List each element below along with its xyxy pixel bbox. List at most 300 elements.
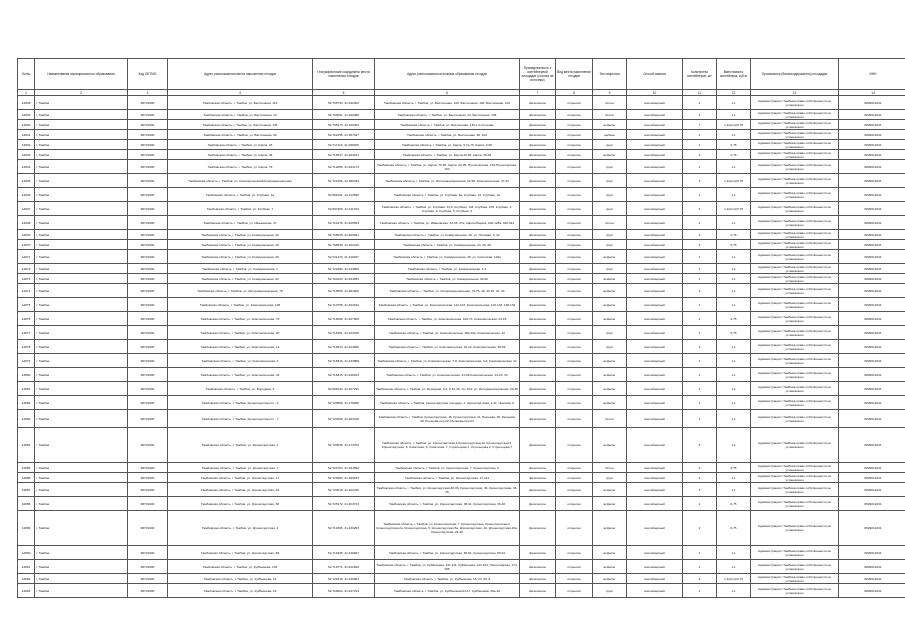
municipality-cell: г. Тамбов (35, 96, 128, 110)
oktmo-code-cell: 68701000 (128, 188, 168, 202)
municipality-cell: г. Тамбов (35, 463, 128, 473)
source-address-cell: Тамбовская область, г. Тамбов, ул. Кронштадтская, 38-41, Кронштадтская, 36-40 (375, 497, 520, 511)
ownership-cell: физическое (520, 326, 556, 340)
container-volume-cell: 1,1 (717, 188, 751, 202)
inn-cell: 6829012231 (839, 120, 905, 130)
ownership-cell: физическое (520, 584, 556, 598)
organizer-cell: Администрация г.Тамбова,право собственности не установлено (751, 140, 839, 150)
inn-cell: 6829012231 (839, 410, 905, 428)
site-type-cell: открытая (556, 240, 593, 250)
surface-type-cell: асфальт (593, 150, 627, 160)
coordinates-cell: 52.696161, 41.413592 (313, 188, 375, 202)
source-address-cell: Тамбовская область, г. Тамбов, ул. Клубная, 1а, Клубная, 1б, Клубная, 1в (375, 188, 520, 202)
column-number: 4 (168, 90, 313, 96)
site-type-cell: открытая (556, 410, 593, 428)
organizer-cell: Администрация г.Тамбова,право собственности не установлено (751, 382, 839, 396)
ownership-cell: физическое (520, 230, 556, 240)
coordinates-cell: 52.710795, 41.402012 (313, 298, 375, 312)
column-header: Количество контейнеров, шт (683, 59, 717, 90)
inn-cell: 6829012231 (839, 473, 905, 483)
column-number: 14 (839, 90, 905, 96)
container-volume-cell: 1,1 (717, 428, 751, 463)
removal-method-cell: контейнерный (627, 382, 683, 396)
oktmo-code-cell: 68701000 (128, 160, 168, 174)
table-row (18, 174, 905, 188)
coordinates-cell: 52.721170, 41.420047 (313, 250, 375, 264)
table-row (18, 312, 905, 326)
site-type-cell: открытая (556, 574, 593, 584)
removal-method-cell: контейнерный (627, 483, 683, 497)
inn-cell: 6829012231 (839, 250, 905, 264)
surface-type-cell: асфальт (593, 483, 627, 497)
column-number: 8 (556, 90, 593, 96)
removal-method-cell: контейнерный (627, 428, 683, 463)
oktmo-code-cell: 68701000 (128, 396, 168, 410)
inn-cell: 6829012231 (839, 340, 905, 354)
lot-number-cell: 14877 (18, 326, 35, 340)
ownership-cell: физическое (520, 188, 556, 202)
source-address-cell: Тамбовская область, г. Тамбов, ул. Кронштадтская, 7, Кронштадтская, 9 (375, 463, 520, 473)
container-volume-cell: 1,1 (717, 96, 751, 110)
coordinates-cell: 52.716815, 41.438913 (313, 368, 375, 382)
table-row (18, 230, 905, 240)
container-count-cell: 1 (683, 326, 717, 340)
municipality-cell: г. Тамбов (35, 160, 128, 174)
removal-method-cell: контейнерный (627, 340, 683, 354)
surface-type-cell: грунт (593, 160, 627, 174)
site-address-cell: Тамбовская область, г. Тамбов, Кронштадтская пл., 2 (168, 396, 313, 410)
container-count-cell: 4 (683, 382, 717, 396)
source-address-cell: Тамбовская область, г. Тамбов, ул. Комсомольская, 7-8, Комсомольская, 3-6, Комсомольская, 21 (375, 354, 520, 368)
ownership-cell: физическое (520, 574, 556, 584)
site-address-cell: Тамбовская область, г. Тамбов, ул. Клубная, 1а (168, 188, 313, 202)
organizer-cell: Администрация г.Тамбова,право собственности не установлено (751, 511, 839, 546)
container-volume-cell: 0,75 (717, 497, 751, 511)
coordinates-cell: 52.716098, 41.407509 (313, 312, 375, 326)
container-volume-cell: 1,1(2шт)/0,75 (717, 174, 751, 188)
organizer-cell: Администрация г.Тамбова,право собственности не установлено (751, 410, 839, 428)
site-type-cell: открытая (556, 284, 593, 298)
lot-number-cell: 14871 (18, 250, 35, 264)
surface-type-cell: грунт (593, 230, 627, 240)
inn-cell: 6829012231 (839, 312, 905, 326)
lot-number-cell: 14873 (18, 274, 35, 284)
municipality-cell: г. Тамбов (35, 560, 128, 574)
oktmo-code-cell: 68701000 (128, 298, 168, 312)
removal-method-cell: контейнерный (627, 110, 683, 120)
lot-number-cell: 14892 (18, 574, 35, 584)
table-row (18, 202, 905, 216)
site-address-cell: Тамбовская область, г. Тамбов, ул. Куйбышева, 16 (168, 584, 313, 598)
lot-number-cell: 14844 (18, 160, 35, 174)
municipality-cell: г. Тамбов (35, 584, 128, 598)
surface-type-cell: бетон (593, 410, 627, 428)
ownership-cell: физическое (520, 264, 556, 274)
source-address-cell: Тамбовская область, г. Тамбов, ул. Куйбышева, 15, 23, 93, 8 (375, 574, 520, 584)
coordinates-cell: 52.708530, 41.462410 (313, 240, 375, 250)
inn-cell: 6829012231 (839, 140, 905, 150)
ownership-cell: физическое (520, 160, 556, 174)
container-count-cell: 2 (683, 511, 717, 546)
municipality-cell: г. Тамбов (35, 483, 128, 497)
coordinates-cell: 52.726419, 41.436963 (313, 574, 375, 584)
site-address-cell: Тамбовская область, г. Тамбов, ул. Комсомольская, 20 (168, 326, 313, 340)
column-number: 7 (520, 90, 556, 96)
municipality-cell: г. Тамбов (35, 410, 128, 428)
inn-cell: 6829012231 (839, 560, 905, 574)
container-volume-cell: 1,1 (717, 264, 751, 274)
organizer-cell: Администрация г.Тамбова,право собственности не установлено (751, 560, 839, 574)
source-address-cell: Тамбовская область, г. Тамбов, ул. Комсомольская, 100-74, Комсомольская, 23-18 (375, 312, 520, 326)
oktmo-code-cell: 68701000 (128, 410, 168, 428)
lot-number-cell: 14878 (18, 340, 35, 354)
column-header: Организатор (балансодержатель) площадки (751, 59, 839, 90)
column-header: ИНН (839, 59, 905, 90)
site-type-cell: открытая (556, 483, 593, 497)
oktmo-code-cell: 68701000 (128, 202, 168, 216)
source-address-cell: Тамбовская область, г. Тамбов, ул. Коммунальная, 46, ул. Советская, 129а (375, 250, 520, 264)
site-address-cell: Тамбовская область, г. Тамбов, ул. Кронштадтская, 32 (168, 483, 313, 497)
oktmo-code-cell: 68701000 (128, 473, 168, 483)
coordinates-cell: 52.721976, 41.406553 (313, 216, 375, 230)
municipality-cell: г. Тамбов (35, 368, 128, 382)
coordinates-cell: 52.720545, 41.473703 (313, 428, 375, 463)
municipality-cell: г. Тамбов (35, 140, 128, 150)
removal-method-cell: контейнерный (627, 250, 683, 264)
column-number: 3 (128, 90, 168, 96)
site-address-cell: Тамбовская область, г. Тамбов, ул. Коммунальная, 92 (168, 274, 313, 284)
coordinates-cell: 52.717113, 41.480406 (313, 140, 375, 150)
ownership-cell: физическое (520, 396, 556, 410)
ownership-cell: физическое (520, 130, 556, 140)
source-address-cell: Тамбовская область, г. Тамбов, ул. Карла, 76-96, Карла, 92-95, Пролетарская, 153,Пролетарская, 153 (375, 160, 520, 174)
container-count-cell: 4 (683, 110, 717, 120)
ownership-cell: физическое (520, 410, 556, 428)
surface-type-cell: асфальт (593, 574, 627, 584)
removal-method-cell: контейнерный (627, 130, 683, 140)
source-address-cell: Тамбовская область, г. Тамбов, ул. Карла,42-45, Карла, 36-45 (375, 150, 520, 160)
removal-method-cell: контейнерный (627, 298, 683, 312)
surface-type-cell: асфальт (593, 560, 627, 574)
source-address-cell: Тамбовская область, г. Тамбов, ул. Коммунальная, 1,3 (375, 264, 520, 274)
container-count-cell: 3 (683, 574, 717, 584)
ownership-cell: физическое (520, 120, 556, 130)
source-address-cell: Тамбовская область, г. Тамбов, ул. Кронштадтская, 83-91, Кронштадтская, 89-91 (375, 546, 520, 560)
site-type-cell: открытая (556, 463, 593, 473)
municipality-cell: г. Тамбов (35, 174, 128, 188)
removal-method-cell: контейнерный (627, 284, 683, 298)
removal-method-cell: контейнерный (627, 584, 683, 598)
municipality-cell: г. Тамбов (35, 574, 128, 584)
lot-number-cell: 14887 (18, 483, 35, 497)
surface-type-cell: асфальт (593, 120, 627, 130)
column-number: 9 (593, 90, 627, 96)
removal-method-cell: контейнерный (627, 202, 683, 216)
table-row (18, 96, 905, 110)
municipality-cell: г. Тамбов (35, 150, 128, 160)
inn-cell: 6829012231 (839, 274, 905, 284)
source-address-cell: Тамбовская область, г. Тамбов, Кронштадтская, 15, Кронштадтская, 11, Рылеева, 36, Рылеева, 38, Рылеева-пер.22, Рылеева-пер.24 (375, 410, 520, 428)
container-volume-cell: 0,75 (717, 511, 751, 546)
column-number: 5 (313, 90, 375, 96)
ownership-cell: физическое (520, 250, 556, 264)
removal-method-cell: контейнерный (627, 511, 683, 546)
ownership-cell: физическое (520, 216, 556, 230)
removal-method-cell: контейнерный (627, 312, 683, 326)
municipality-cell: г. Тамбов (35, 240, 128, 250)
oktmo-code-cell: 68701000 (128, 354, 168, 368)
organizer-cell: Администрация г.Тамбова,право собственности не установлено (751, 216, 839, 230)
site-type-cell: открытая (556, 96, 593, 110)
container-volume-cell: 1,1 (717, 340, 751, 354)
source-address-cell: Тамбовская область, г. Тамбов, ул. Кронштадтская, 7, Кронштадтская, Кронштадтская,2, Кронштадтская,2а, Кронштадтская, 5, Кронштадтская,5а, Кронштадтская, 16, Кронштадтская,16а, Кронштадтская, 26-40 (375, 511, 520, 546)
coordinates-cell: 52.720123, 41.454553 (313, 274, 375, 284)
removal-method-cell: контейнерный (627, 410, 683, 428)
surface-type-cell: асфальт (593, 298, 627, 312)
coordinates-cell: 52.698134, 41.407292 (313, 382, 375, 396)
lot-number-cell: 14879 (18, 354, 35, 368)
organizer-cell: Администрация г.Тамбова,право собственности не установлено (751, 368, 839, 382)
surface-type-cell: асфальт (593, 382, 627, 396)
removal-method-cell: контейнерный (627, 160, 683, 174)
source-address-cell: Тамбовская область, г. Тамбов, ул. Бастионная, 13, Бастионная, 136 (375, 110, 520, 120)
site-address-cell: Тамбовская область, г. Тамбов, ул. Куйбышева, 136 (168, 560, 313, 574)
lot-number-cell: 14886 (18, 473, 35, 483)
source-address-cell: Тамбовская область, г. Тамбов, Кронштадтская площадь, 2, Кронштадтская, 1-11, Чкалова, 9 (375, 396, 520, 410)
site-address-cell: Тамбовская область, г. Тамбов, ул. Комсомольская/Интернациональная (168, 174, 313, 188)
table-row (18, 130, 905, 140)
ownership-cell: физическое (520, 382, 556, 396)
ownership-cell: физическое (520, 140, 556, 150)
table-row (18, 382, 905, 396)
oktmo-code-cell: 68701000 (128, 174, 168, 188)
surface-type-cell: бетон (593, 96, 627, 110)
lot-number-cell: 14848 (18, 216, 35, 230)
table-row (18, 511, 905, 546)
organizer-cell: Администрация г.Тамбова,право собственности не установлено (751, 230, 839, 240)
municipality-cell: г. Тамбов (35, 473, 128, 483)
inn-cell: 6829012231 (839, 160, 905, 174)
site-address-cell: Тамбовская область, г. Тамбов, ул. Коммунальная, 28 (168, 240, 313, 250)
surface-type-cell: грунт (593, 202, 627, 216)
container-volume-cell: 0,75 (717, 150, 751, 160)
organizer-cell: Администрация г.Тамбова,право собственности не установлено (751, 264, 839, 274)
lot-number-cell: 14842 (18, 140, 35, 150)
table-row (18, 274, 905, 284)
container-count-cell: 2 (683, 560, 717, 574)
table-row (18, 574, 905, 584)
site-address-cell: Тамбовская область, г. Тамбов, ул. Интернациональная, 75 (168, 284, 313, 298)
inn-cell: 6829012231 (839, 110, 905, 120)
site-type-cell: открытая (556, 560, 593, 574)
removal-method-cell: контейнерный (627, 274, 683, 284)
site-type-cell: открытая (556, 160, 593, 174)
lot-number-cell: 14839 (18, 110, 35, 120)
site-type-cell: открытая (556, 382, 593, 396)
source-address-cell: Тамбовская область, г. Тамбов, ул. Куйбышева,63-17, Куйбышева, 20а-10 (375, 584, 520, 598)
container-volume-cell: 1,1 (717, 110, 751, 120)
column-number: 12 (717, 90, 751, 96)
container-volume-cell: 1,1(2шт)/0,75 (717, 574, 751, 584)
municipality-cell: г. Тамбов (35, 130, 128, 140)
surface-type-cell: бетон (593, 463, 627, 473)
surface-type-cell: грунт (593, 174, 627, 188)
removal-method-cell: контейнерный (627, 497, 683, 511)
oktmo-code-cell: 68701000 (128, 110, 168, 120)
column-header: Лот№ (18, 59, 35, 90)
site-type-cell: открытая (556, 188, 593, 202)
organizer-cell: Администрация г.Тамбова,право собственности не установлено (751, 274, 839, 284)
table-row (18, 150, 905, 160)
organizer-cell: Администрация г.Тамбова,право собственности не установлено (751, 428, 839, 463)
coordinates-cell: 52.716813, 41.424990 (313, 340, 375, 354)
container-count-cell: 3 (683, 174, 717, 188)
table-row (18, 546, 905, 560)
removal-method-cell: контейнерный (627, 546, 683, 560)
organizer-cell: Администрация г.Тамбова,право собственности не установлено (751, 110, 839, 120)
source-address-cell: Тамбовская область, г. Тамбов, ул. Клубная, 13-6, Клубная, 134, Клубная, 105, Клубная, 3, Клубная, 4, Клубная, 5, Клубная, 3 (375, 202, 520, 216)
container-count-cell: 4 (683, 312, 717, 326)
lot-number-cell: 14891 (18, 560, 35, 574)
table-row (18, 264, 905, 274)
container-count-cell: 7 (683, 120, 717, 130)
municipality-cell: г. Тамбов (35, 396, 128, 410)
coordinates-cell: 52.722255, 41.387347 (313, 130, 375, 140)
coordinates-cell: 52.720498, 41.483318 (313, 410, 375, 428)
source-address-cell: Тамбовская область, г. Тамбов, ул. Коммунальная, 24, 26, 28 (375, 240, 520, 250)
organizer-cell: Администрация г.Тамбова,право собственности не установлено (751, 202, 839, 216)
column-number: 2 (35, 90, 128, 96)
surface-type-cell: асфальт (593, 368, 627, 382)
column-header: Вместимость контейнера, куб.м (717, 59, 751, 90)
inn-cell: 6829012231 (839, 511, 905, 546)
container-count-cell: 3 (683, 202, 717, 216)
municipality-cell: г. Тамбов (35, 250, 128, 264)
ownership-cell: физическое (520, 354, 556, 368)
column-number: 1 (18, 90, 35, 96)
surface-type-cell: грунт (593, 264, 627, 274)
coordinates-cell: 52.721306, 41.389433 (313, 174, 375, 188)
container-count-cell: 3 (683, 463, 717, 473)
table-row (18, 284, 905, 298)
container-volume-cell: 1,1 (717, 354, 751, 368)
container-count-cell: 2 (683, 240, 717, 250)
site-address-cell: Тамбовская область, г. Тамбов, ул. Клубная, 7 (168, 202, 313, 216)
removal-method-cell: контейнерный (627, 354, 683, 368)
site-type-cell: открытая (556, 473, 593, 483)
oktmo-code-cell: 68701000 (128, 150, 168, 160)
table-row (18, 463, 905, 473)
ownership-cell: физическое (520, 174, 556, 188)
coordinates-cell: 52.716655, 41.381600 (313, 284, 375, 298)
ownership-cell: физическое (520, 497, 556, 511)
lot-number-cell: 14870 (18, 240, 35, 250)
site-type-cell: открытая (556, 511, 593, 546)
organizer-cell: Администрация г.Тамбова,право собственности не установлено (751, 298, 839, 312)
oktmo-code-cell: 68701000 (128, 574, 168, 584)
source-address-cell: Тамбовская область, г. Тамбов, ул. Интернациональная, 73-75, 40, 49 45, 41, 43 (375, 284, 520, 298)
site-address-cell: Тамбовская область, г. Тамбов, ул. Коммунальная, 1 (168, 264, 313, 274)
coordinates-cell: 52.697466, 41.411764 (313, 202, 375, 216)
container-count-cell: 5 (683, 428, 717, 463)
removal-method-cell: контейнерный (627, 174, 683, 188)
table-row (18, 473, 905, 483)
inn-cell: 6829012231 (839, 326, 905, 340)
column-header: Вид места накопления отходов (556, 59, 593, 90)
container-count-cell: 2 (683, 150, 717, 160)
surface-type-cell: асфальт (593, 274, 627, 284)
coordinates-cell: 52.724754, 41.394592 (313, 463, 375, 473)
inn-cell: 6829012231 (839, 188, 905, 202)
container-volume-cell: 1,1 (717, 382, 751, 396)
table-row (18, 410, 905, 428)
site-type-cell: открытая (556, 340, 593, 354)
container-count-cell: 4 (683, 410, 717, 428)
site-address-cell: Тамбовская область, г. Тамбов, ул. Карла, 79 (168, 160, 313, 174)
inn-cell: 6829012231 (839, 202, 905, 216)
container-volume-cell: 1,1 (717, 160, 751, 174)
container-count-cell: 1 (683, 160, 717, 174)
inn-cell: 6829012231 (839, 546, 905, 560)
container-count-cell: 2 (683, 284, 717, 298)
surface-type-cell: грунт (593, 340, 627, 354)
site-address-cell: Тамбовская область, г. Тамбов, ул. Кронштадтская, 89 (168, 546, 313, 560)
table-row (18, 326, 905, 340)
inn-cell: 6829012231 (839, 368, 905, 382)
organizer-cell: Администрация г.Тамбова,право собственности не установлено (751, 130, 839, 140)
oktmo-code-cell: 68701000 (128, 463, 168, 473)
oktmo-code-cell: 68701000 (128, 312, 168, 326)
container-volume-cell: 1,1 (717, 216, 751, 230)
site-address-cell: Тамбовская область, г. Тамбов, ул. Кронштадтская, 38 (168, 497, 313, 511)
removal-method-cell: контейнерный (627, 574, 683, 584)
container-count-cell: 1 (683, 140, 717, 150)
container-volume-cell: 1,1 (717, 560, 751, 574)
column-number: 13 (751, 90, 839, 96)
site-type-cell: открытая (556, 274, 593, 284)
container-count-cell: 4 (683, 396, 717, 410)
ownership-cell: физическое (520, 463, 556, 473)
ownership-cell: физическое (520, 511, 556, 546)
site-address-cell: Тамбовская область, г. Тамбов, ул. Комсомольская, 106 (168, 298, 313, 312)
removal-method-cell: контейнерный (627, 240, 683, 250)
removal-method-cell: контейнерный (627, 120, 683, 130)
source-address-cell: Тамбовская область, г. Тамбов, ул. Коммунальная, 20, ул. Полевая, 3, 3а (375, 230, 520, 240)
source-address-cell: Тамбовская область, г. Тамбов, ул. Кронштадтская,1,Кронштадтская,1а, Кронштадтская,2, Кронштадтская, 6, Советская, 5, Советская, 7, Стрельцова,1, Стрельцова,2, Стрельцова,7 (375, 428, 520, 463)
site-type-cell: открытая (556, 546, 593, 560)
site-address-cell: Тамбовская область, г. Тамбов, ул. Комсомольская, 4 (168, 354, 313, 368)
inn-cell: 6829012231 (839, 284, 905, 298)
site-address-cell: Тамбовская область, г. Тамбов, ул. Кронштадтская, 1 (168, 428, 313, 463)
removal-method-cell: контейнерный (627, 230, 683, 240)
oktmo-code-cell: 68701000 (128, 250, 168, 264)
container-volume-cell: 1,1 (717, 130, 751, 140)
source-address-cell: Тамбовская область, г. Тамбов, ул. Бастионная, 109, Бастионная, 100, Бастионная, 120 (375, 96, 520, 110)
site-address-cell: Тамбовская область, г. Тамбов, ул. Комсомольская, 70 (168, 312, 313, 326)
oktmo-code-cell: 68701000 (128, 216, 168, 230)
coordinates-cell: 52.723993, 41.399183 (313, 473, 375, 483)
surface-type-cell: асфальт (593, 546, 627, 560)
container-count-cell: 1 (683, 250, 717, 264)
site-type-cell: открытая (556, 150, 593, 160)
inn-cell: 6829012231 (839, 298, 905, 312)
site-address-cell: Тамбовская область, г. Тамбов, ул. Коммунальная, 20 (168, 230, 313, 240)
table-row (18, 428, 905, 463)
coordinates-cell: 52.719395, 41.430253 (313, 511, 375, 546)
inn-cell: 6829012231 (839, 130, 905, 140)
container-count-cell: 3 (683, 483, 717, 497)
ownership-cell: физическое (520, 274, 556, 284)
